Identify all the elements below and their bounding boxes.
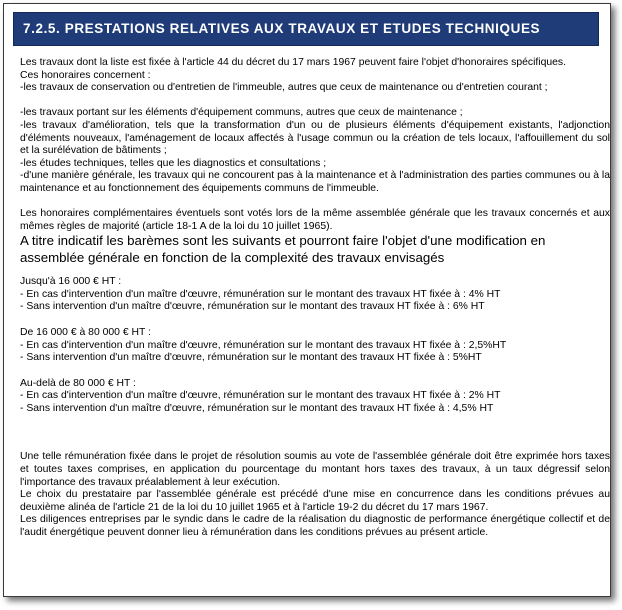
list-item-3: -les études techniques, telles que les diagnostics et consultations ; [20, 157, 327, 169]
section-body [20, 57, 610, 540]
list-item-4: -d'une manière générale, les travaux qui ne concourent pas à la maintenance et à l'administration des parties communes ou à la maintenance et au fonctionnement des équipements communs de l'immeuble. [20, 170, 610, 194]
complementary-paragraph: Les honoraires complémentaires éventuels sont votés lors de la même assemblée générale que les travaux concernés et aux mêmes règles de majorité (article 18-1 A de la loi du 10 juillet 1965). [20, 208, 610, 232]
intro-line-2: Ces honoraires concernent : [20, 69, 151, 81]
list-item-2: -les travaux d'amélioration, tels que la transformation d'un ou de plusieurs éléments d'équipement existants, l'adjonction d'éléments nouveaux, l'aménagement de locaux affectés à l'usage commun ou la création de tels locaux, l'affouillement du sol et la surélévation de bâtiments ; [20, 119, 610, 157]
tier-block [20, 276, 610, 314]
closing-paragraph-2: Le choix du prestataire par l'assemblée générale est précédé d'une mise en concurrence dans les conditions prévues au deuxième alinéa de l'article 21 de la loi du 10 juillet 1965 et à l'article 19-2 du décret du 17 mars 1967. [20, 489, 610, 513]
tier-rate-with-architect: - En cas d'intervention d'un maître d'œuvre, rémunération sur le montant des travaux HT fixée à : 4% HT [20, 288, 501, 300]
list-item-1: -les travaux portant sur les éléments d'équipement communs, autres que ceux de maintenance ; [20, 107, 463, 119]
document-frame [3, 3, 611, 597]
tier-block [20, 327, 610, 365]
section-title: 7.2.5. PRESTATIONS RELATIVES AUX TRAVAUX ET ETUDES TECHNIQUES [23, 21, 541, 36]
tier-rate-with-architect: - En cas d'intervention d'un maître d'œuvre, rémunération sur le montant des travaux HT fixée à : 2% HT [20, 390, 501, 402]
closing-paragraph-1: Une telle rémunération fixée dans le projet de résolution soumis au vote de l'assemblée générale doit être exprimée hors taxes et toutes taxes comprises, en application du pourcentage du montant hors taxes des travaux, à un taux dégressif selon l'importance des travaux préalablement à leur exécution. [20, 451, 610, 488]
section-header [13, 12, 599, 46]
tier-rate-without-architect: - Sans intervention d'un maître d'œuvre, rémunération sur le montant des travaux HT fixée à : 4,5% HT [20, 402, 494, 414]
tier-block [20, 378, 610, 416]
indicative-paragraph: A titre indicatif les barèmes sont les suivants et pourront faire l'objet d'une modification en assemblée générale en fonction de la complexité des travaux envisagés [20, 233, 546, 265]
tier-heading: De 16 000 € à 80 000 € HT : [20, 326, 151, 338]
tier-rate-without-architect: - Sans intervention d'un maître d'œuvre, rémunération sur le montant des travaux HT fixée à : 6% HT [20, 301, 485, 313]
intro-line-3: -les travaux de conservation ou d'entretien de l'immeuble, autres que ceux de maintenance ou d'entretien courant ; [20, 82, 548, 94]
tier-heading: Jusqu'à 16 000 € HT : [20, 276, 122, 288]
tier-heading: Au-delà de 80 000 € HT : [20, 377, 136, 389]
tier-rate-without-architect: - Sans intervention d'un maître d'œuvre, rémunération sur le montant des travaux HT fixée à : 5%HT [20, 352, 482, 364]
tier-rate-with-architect: - En cas d'intervention d'un maître d'œuvre, rémunération sur le montant des travaux HT fixée à : 2,5%HT [20, 339, 507, 351]
intro-line-1: Les travaux dont la liste est fixée à l'article 44 du décret du 17 mars 1967 peuvent faire l'objet d'honoraires spécifiques. [20, 57, 567, 68]
closing-paragraph-3: Les diligences entreprises par le syndic dans le cadre de la réalisation du diagnostic de performance énergétique collectif et de l'audit énergétique peuvent donner lieu à rémunération dans les conditions prévues au présent article. [20, 514, 610, 539]
